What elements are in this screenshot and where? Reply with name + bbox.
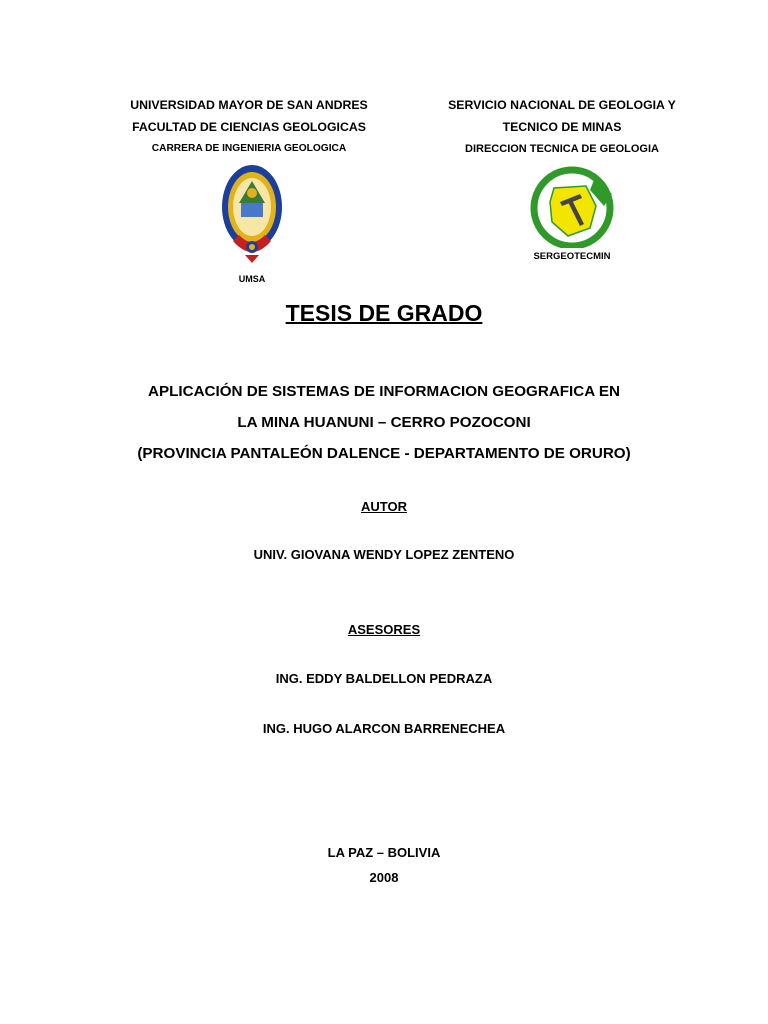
thesis-title-line2: LA MINA HUANUNI – CERRO POZOCONI <box>237 414 531 431</box>
author-label: AUTOR <box>361 499 407 514</box>
thesis-title-line1: APLICACIÓN DE SISTEMAS DE INFORMACION GEOGRAFICA EN <box>148 383 620 400</box>
document-type-title: TESIS DE GRADO <box>285 300 483 326</box>
service-name-line1: SERVICIO NACIONAL DE GEOLOGIA Y <box>448 98 676 112</box>
thesis-title-line3: (PROVINCIA PANTALEÓN DALENCE - DEPARTAMENTO DE ORURO) <box>137 445 631 462</box>
umsa-logo <box>219 163 285 284</box>
place: LA PAZ – BOLIVIA <box>327 845 441 860</box>
umsa-logo-caption: UMSA <box>238 274 266 284</box>
left-institution-header <box>118 94 380 160</box>
author-name: UNIV. GIOVANA WENDY LOPEZ ZENTENO <box>253 547 515 562</box>
sergeotecmin-logo <box>524 166 620 262</box>
service-name-line2: TECNICO DE MINAS <box>502 120 622 134</box>
year: 2008 <box>369 870 399 885</box>
career-name: CARRERA DE INGENIERIA GEOLOGICA <box>151 143 347 154</box>
faculty-name: FACULTAD DE CIENCIAS GEOLOGICAS <box>132 120 366 134</box>
right-institution-header <box>430 94 694 160</box>
advisor-name: ING. HUGO ALARCON BARRENECHEA <box>262 721 506 736</box>
sergeotecmin-emblem-icon <box>524 166 620 248</box>
umsa-seal-icon <box>219 163 285 271</box>
direction-name: DIRECCION TECNICA DE GEOLOGIA <box>465 143 659 155</box>
university-name: UNIVERSIDAD MAYOR DE SAN ANDRES <box>130 98 368 112</box>
advisor-name: ING. EDDY BALDELLON PEDRAZA <box>275 671 493 686</box>
sergeotecmin-logo-caption: SERGEOTECMIN <box>533 251 611 262</box>
advisors-label: ASESORES <box>347 622 421 637</box>
